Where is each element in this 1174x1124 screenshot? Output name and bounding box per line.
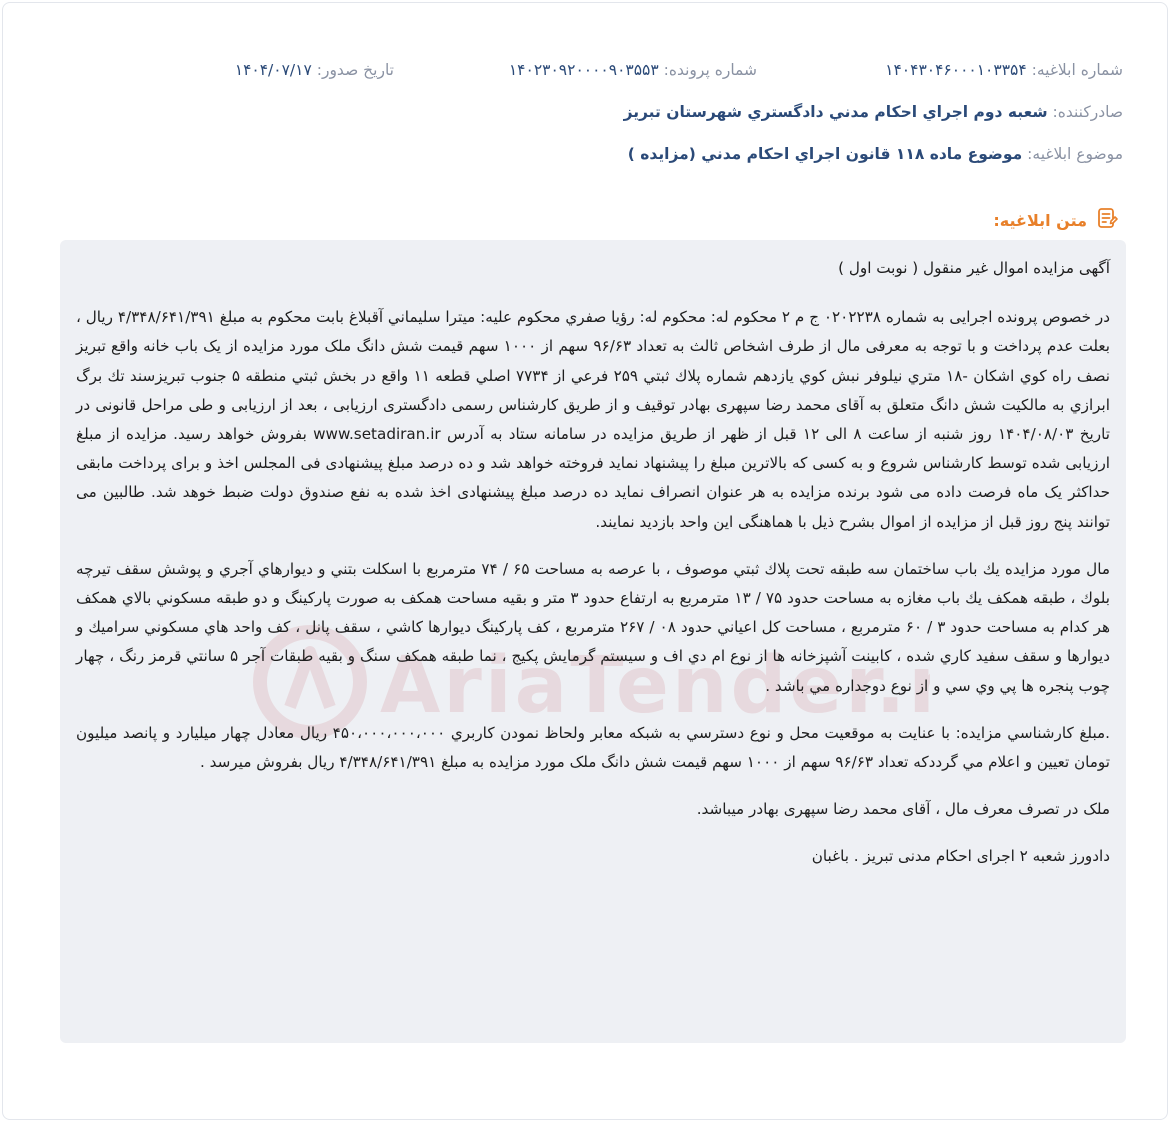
- issuer-value: شعبه دوم اجراي احكام مدني دادگستري شهرستان تبريز: [623, 103, 1048, 121]
- issuer-field: [624, 103, 1123, 121]
- issue-date-value: ۱۴۰۴/۰۷/۱۷: [234, 61, 312, 79]
- notice-body: [60, 240, 1126, 1043]
- notice-paragraph-5: دادورز شعبه ۲ اجرای احکام مدنی تبریز . باغبان: [811, 847, 1110, 866]
- notice-text-heading: [993, 206, 1119, 234]
- file-number-label: شماره پرونده:: [663, 61, 757, 79]
- notice-title: آگهی مزایده اموال غیر منقول ( نوبت اول ): [838, 259, 1110, 277]
- issue-date-field: [235, 61, 394, 79]
- issue-date-label: تاریخ صدور:: [316, 61, 394, 79]
- notice-document-icon: [1095, 206, 1119, 234]
- notice-paragraph-1: در خصوص پرونده اجرایی به شماره ۰۲۰۲۲۳۸ ج م ۲ محکوم له: محکوم له: رؤيا صفري محكوم عليه: ميترا سليماني آقبلاغ بابت محکوم به مبلغ ۴/۳۴۸/۶۴۱/۳۹۱ ریال ، بعلت عدم پرداخت و با توجه به معرفی مال از طرف اشخاص ثالث به تعداد ۹۶/۶۳ سهم از ۱۰۰۰ سهم قيمت شش دانگ ملک مورد مزایده از یک باب خانه واقع تبریز نصف راه کوي اشکان -۱۸ متري نيلوفر نبش کوي يازدهم شماره پلاك ثبتي ۲۵۹ فرعي از ۷۷۳۴ اصلي قطعه ۱۱ واقع در بخش ثبتي منطقه ۵ جنوب تبريزسند تك برگ ابرازي به مالکيت شش دانگ متعلق به آقای محمد رضا سپهری بهادر توقیف و از طریق کارشناس رسمی دادگستری ارزیابی ، بعد از ارزیابی و طی مراحل قانونی در تاریخ ۱۴۰۴/۰۸/۰۳ روز شنبه از ساعت ۸ الی ۱۲ قبل از ظهر از طریق مزایده در سامانه ستاد به آدرس www.setadiran.ir بفروش خواهد رسید. مزایده از مبلغ ارزیابی شده توسط کارشناس شروع و به کسی که بالاترین مبلغ را پیشنهاد نماید فروخته خواهد شد و ده درصد مبلغ پیشنهادی فی المجلس اخذ و برای پرداخت مابقی حداکثر یک ماه فرصت داده می شود برنده مزایده به هر عنوان انصراف نماید ده درصد مبلغ پیشنهادی اخذ شده به نفع صندوق دولت ضبط خوهد شد. طالبین می توانند پنج روز قبل از مزایده از اموال بشرح ذیل با هماهنگی این واحد بازدید نمایند.: [76, 308, 1110, 531]
- notice-number-value: ۱۴۰۴۳۰۴۶۰۰۰۱۰۳۳۵۴: [885, 61, 1027, 79]
- notice-number-field: [885, 61, 1123, 79]
- notice-number-label: شماره ابلاغیه:: [1031, 61, 1123, 79]
- file-number-value: ۱۴۰۲۳۰۹۲۰۰۰۰۹۰۳۵۵۳: [508, 61, 659, 79]
- issuer-label: صادرکننده:: [1052, 103, 1123, 121]
- subject-value: موضوع ماده ۱۱۸ قانون اجراي احكام مدني (مزايده ): [627, 145, 1023, 163]
- notice-paragraph-4: ملک در تصرف معرف مال ، آقای محمد رضا سپهری بهادر میباشد.: [696, 800, 1110, 819]
- notice-text-title: متن ابلاغیه:: [993, 210, 1087, 230]
- notice-paragraph-2: مال مورد مزايده يك باب ساختمان سه طبقه تحت پلاك ثبتي موصوف ، با عرصه به مساحت ۶۵ / ۷۴ مترمربع با اسكلت بتني و ديوارهاي آجري و پوشش سقف تيرچه بلوك ، طبقه همكف يك باب مغازه به مساحت حدود ۷۵ / ۱۳ مترمربع به ارتفاع حدود ۳ متر و بقيه مساحت همكف به صورت پاركينگ و دو طبقه مسكوني بالاي همكف هر كدام به مساحت حدود ۳ / ۶۰ مترمربع ، مساحت كل اعياني حدود ۰۸ / ۲۶۷ مترمربع ، كف پاركينگ ديوارها كاشي ، سقف پانل ، كف واحد هاي مسكوني سراميك و ديوارها و سقف سفيد كاري شده ، كابينت آشپزخانه ها از نوع ام دي اف و سيستم گرمايش پكيج ، نما طبقه همكف سنگ و بقيه طبقات آجر ۵ سانتي قرمز رنگ ، چهار چوب پنجره ها پي وي سي و از نوع دوجداره مي باشد .: [76, 559, 1111, 695]
- watermark-text: AriaTender.: [380, 641, 909, 731]
- subject-field: [628, 145, 1123, 163]
- file-number-field: [509, 61, 757, 79]
- notice-paragraph-3: .مبلغ كارشناسي مزايده: با عنايت به موقعيت محل و نوع دسترسي به شبكه معابر ولحاظ نمودن كاربري ۴۵۰،۰۰۰،۰۰۰،۰۰۰ ريال معادل چهار ميليارد و پانصد ميليون تومان تعيين و اعلام مي گرددكه تعداد ۹۶/۶۳ سهم از ۱۰۰۰ سهم قيمت شش دانگ ملک مورد مزایده به مبلغ ۴/۳۴۸/۶۴۱/۳۹۱ ریال بفروش میرسد .: [76, 723, 1110, 772]
- subject-label: موضوع ابلاغیه:: [1027, 145, 1123, 163]
